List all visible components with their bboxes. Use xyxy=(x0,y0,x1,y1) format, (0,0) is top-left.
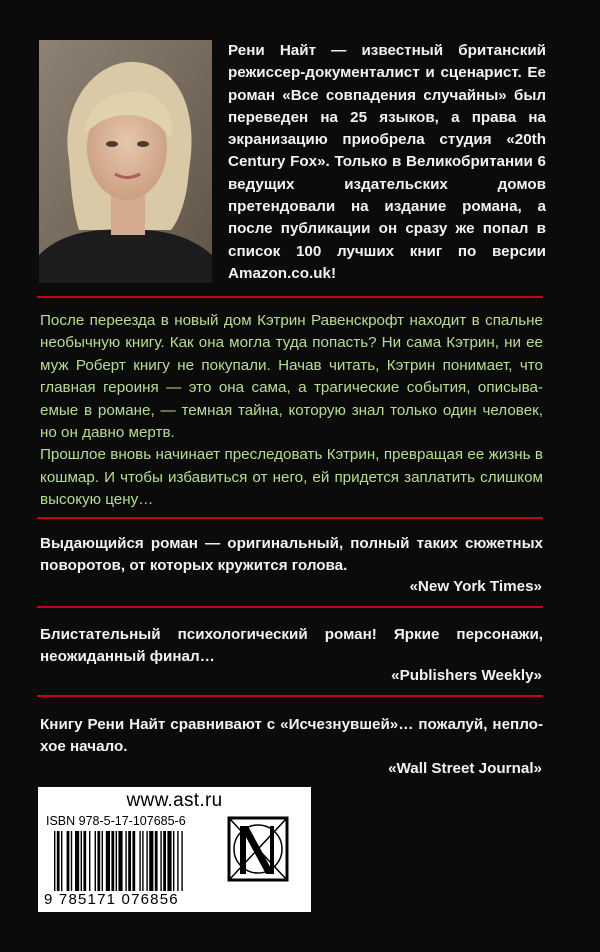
barcode-bar xyxy=(177,831,178,891)
author-photo xyxy=(39,40,212,283)
isbn-text: ISBN 978-5-17-107685-6 xyxy=(46,814,186,828)
barcode-bar xyxy=(57,831,60,891)
publisher-website: www.ast.ru xyxy=(126,790,223,811)
barcode-bar xyxy=(116,831,117,891)
publisher-n-logo xyxy=(221,812,295,886)
barcode-image xyxy=(54,831,226,891)
author-portrait-image xyxy=(39,40,212,283)
review-source: «Publishers Weekly» xyxy=(391,667,542,684)
review-quote: Выдающийся роман — оригинальный, полный таких сюжетных поворотов, от которых кружится голова. xyxy=(40,535,543,575)
barcode-bar xyxy=(167,831,171,891)
barcode-bar xyxy=(149,831,153,891)
barcode-bar xyxy=(89,831,90,891)
review-quote: Книгу Рени Найт сравнивают с «Исчезнувшей»… пожалуй, неплохое начало. xyxy=(40,716,543,756)
synopsis-paragraph: После переезда в новый дом Кэтрин Равенскрофт находит в спальне необычную книгу. Как она могла туда попасть? Ни сама Кэтрин, ни ее муж Роберт книгу не покупали. Начав читать, Кэтрин понимает, что главная героиня — это она сама, а трагические события, описываемые в романе, — темная тайна, которую знал только один человек, но он давно мертв. xyxy=(40,312,543,442)
barcode-bar xyxy=(67,831,70,891)
barcode-bar xyxy=(163,831,166,891)
publisher-logo xyxy=(221,812,295,886)
barcode-bar xyxy=(81,831,82,891)
barcode-bar xyxy=(97,831,100,891)
barcode-bar xyxy=(118,831,122,891)
barcode-bar xyxy=(181,831,182,891)
barcode-bar xyxy=(75,831,79,891)
barcode-bar xyxy=(142,831,143,891)
barcode-bar xyxy=(61,831,62,891)
review-source: «Wall Street Journal» xyxy=(388,760,542,777)
barcode-bar xyxy=(155,831,158,891)
review-source: «New York Times» xyxy=(409,578,542,595)
barcode-bar xyxy=(83,831,86,891)
barcode-bar xyxy=(54,831,55,891)
barcode-bar xyxy=(173,831,174,891)
barcode-bar xyxy=(128,831,131,891)
barcode-bar xyxy=(146,831,147,891)
barcode-bar xyxy=(95,831,96,891)
barcode-digits: 9 785171 076856 xyxy=(44,891,179,908)
divider xyxy=(37,517,543,519)
barcode-bar xyxy=(125,831,126,891)
synopsis xyxy=(40,310,543,512)
divider xyxy=(37,695,543,697)
barcode-bar xyxy=(132,831,135,891)
divider xyxy=(37,606,543,608)
synopsis-paragraph: Прошлое вновь начинает преследовать Кэтрин, превращая ее жизнь в кошмар. И чтобы избавиться от него, ей придется заплатить слишком высокую цену… xyxy=(40,446,543,509)
barcode-bar xyxy=(106,831,110,891)
barcode-bar xyxy=(160,831,161,891)
review-quote: Блистательный психологический роман! Яркие персонажи, неожиданный финал… xyxy=(40,626,543,666)
divider xyxy=(37,296,543,298)
author-bio: Рени Найт — известный британский режиссер-документалист и сценарист. Ее роман «Все совпадения случайны» был переведен на 25 языков, а права на экранизацию приобрела студия «20th Century Fox». Только в Великобритании 6 ведущих издательских домов претендовали на издание романа, а после публикации он сразу же попал в список 100 лучших книг по версии Amazon.co.uk! xyxy=(228,42,546,282)
barcode-bar xyxy=(102,831,103,891)
barcode-bar xyxy=(111,831,114,891)
barcode-bar xyxy=(71,831,72,891)
barcode-bar xyxy=(139,831,140,891)
